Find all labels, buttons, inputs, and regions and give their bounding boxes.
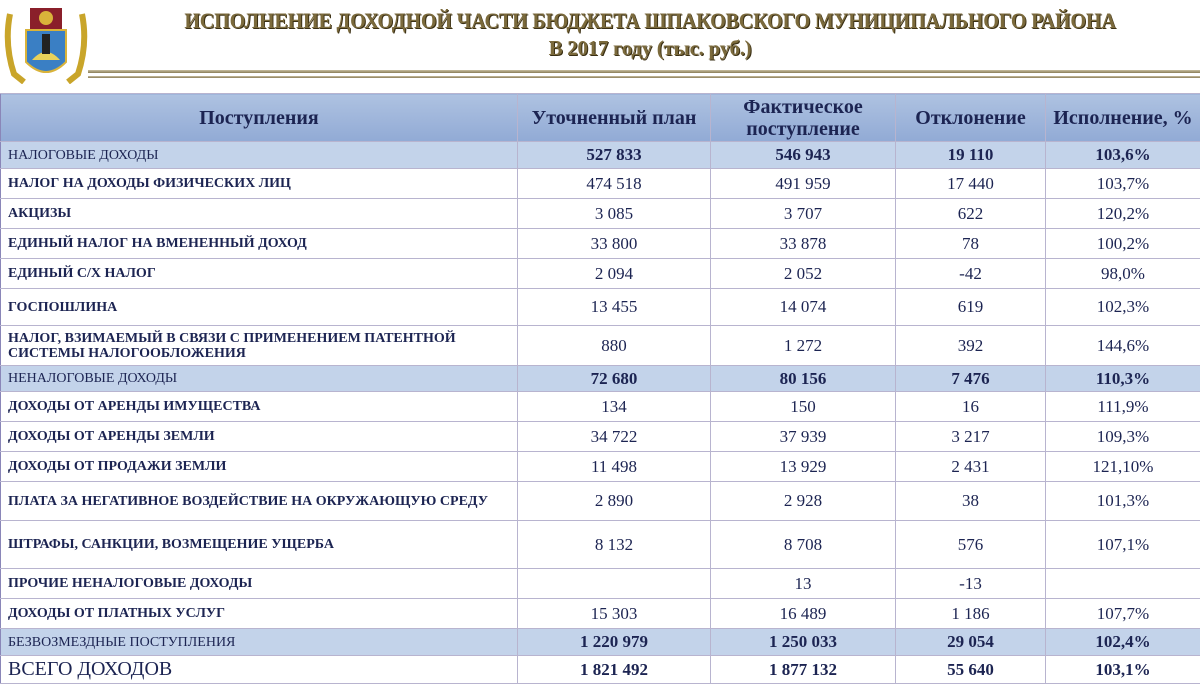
row-label: ДОХОДЫ ОТ АРЕНДЫ ЗЕМЛИ <box>1 422 518 452</box>
fact-cell: 13 <box>711 569 896 599</box>
deviation-cell: 2 431 <box>896 452 1046 482</box>
plan-cell: 72 680 <box>518 366 711 392</box>
deviation-cell: 1 186 <box>896 599 1046 629</box>
table-row <box>1 326 1200 366</box>
deviation-cell: 17 440 <box>896 169 1046 199</box>
row-label: ГОСПОШЛИНА <box>1 289 518 326</box>
deviation-cell: 55 640 <box>896 656 1046 684</box>
fact-cell: 8 708 <box>711 521 896 569</box>
deviation-cell: 576 <box>896 521 1046 569</box>
execution-percent-cell: 121,10% <box>1046 452 1200 482</box>
execution-percent-cell <box>1046 569 1200 599</box>
deviation-cell: 78 <box>896 229 1046 259</box>
execution-percent-cell: 144,6% <box>1046 326 1200 366</box>
plan-cell: 1 821 492 <box>518 656 711 684</box>
deviation-cell: 3 217 <box>896 422 1046 452</box>
plan-cell: 1 220 979 <box>518 629 711 656</box>
row-label: БЕЗВОЗМЕЗДНЫЕ ПОСТУПЛЕНИЯ <box>1 629 518 656</box>
execution-percent-cell: 109,3% <box>1046 422 1200 452</box>
column-header: Поступления <box>1 94 518 142</box>
execution-percent-cell: 110,3% <box>1046 366 1200 392</box>
plan-cell: 527 833 <box>518 142 711 169</box>
divider <box>88 76 1200 78</box>
fact-cell: 80 156 <box>711 366 896 392</box>
execution-percent-cell: 107,7% <box>1046 599 1200 629</box>
fact-cell: 1 272 <box>711 326 896 366</box>
execution-percent-cell: 102,4% <box>1046 629 1200 656</box>
execution-percent-cell: 103,6% <box>1046 142 1200 169</box>
row-label: ВСЕГО ДОХОДОВ <box>1 656 518 684</box>
plan-cell: 134 <box>518 392 711 422</box>
plan-cell <box>518 569 711 599</box>
table-row <box>1 229 1200 259</box>
table-row <box>1 289 1200 326</box>
column-header: Отклонение <box>896 94 1046 142</box>
column-header: Фактическое поступление <box>711 94 896 142</box>
table-row <box>1 259 1200 289</box>
execution-percent-cell: 107,1% <box>1046 521 1200 569</box>
row-label: НЕНАЛОГОВЫЕ ДОХОДЫ <box>1 366 518 392</box>
table-row <box>1 169 1200 199</box>
page-title: ИСПОЛНЕНИЕ ДОХОДНОЙ ЧАСТИ БЮДЖЕТА ШПАКОВСКОГО МУНИЦИПАЛЬНОГО РАЙОНА <box>144 8 1156 34</box>
fact-cell: 33 878 <box>711 229 896 259</box>
plan-cell: 13 455 <box>518 289 711 326</box>
table-row <box>1 482 1200 521</box>
page-subtitle: В 2017 году (тыс. руб.) <box>100 36 1200 61</box>
plan-cell: 34 722 <box>518 422 711 452</box>
deviation-cell: 29 054 <box>896 629 1046 656</box>
row-label: НАЛОГ НА ДОХОДЫ ФИЗИЧЕСКИХ ЛИЦ <box>1 169 518 199</box>
revenue-table <box>0 93 1200 684</box>
table-row <box>1 599 1200 629</box>
row-label: ШТРАФЫ, САНКЦИИ, ВОЗМЕЩЕНИЕ УЩЕРБА <box>1 521 518 569</box>
execution-percent-cell: 111,9% <box>1046 392 1200 422</box>
row-label: НАЛОГОВЫЕ ДОХОДЫ <box>1 142 518 169</box>
table-row <box>1 452 1200 482</box>
fact-cell: 13 929 <box>711 452 896 482</box>
plan-cell: 8 132 <box>518 521 711 569</box>
deviation-cell: 38 <box>896 482 1046 521</box>
plan-cell: 11 498 <box>518 452 711 482</box>
fact-cell: 150 <box>711 392 896 422</box>
execution-percent-cell: 102,3% <box>1046 289 1200 326</box>
table-row <box>1 142 1200 169</box>
table-row <box>1 656 1200 684</box>
plan-cell: 3 085 <box>518 199 711 229</box>
execution-percent-cell: 98,0% <box>1046 259 1200 289</box>
table-header-row <box>1 94 1200 142</box>
fact-cell: 491 959 <box>711 169 896 199</box>
plan-cell: 880 <box>518 326 711 366</box>
plan-cell: 474 518 <box>518 169 711 199</box>
plan-cell: 33 800 <box>518 229 711 259</box>
execution-percent-cell: 103,7% <box>1046 169 1200 199</box>
row-label: ДОХОДЫ ОТ АРЕНДЫ ИМУЩЕСТВА <box>1 392 518 422</box>
deviation-cell: -42 <box>896 259 1046 289</box>
column-header: Уточненный план <box>518 94 711 142</box>
fact-cell: 37 939 <box>711 422 896 452</box>
table-row <box>1 569 1200 599</box>
table-row <box>1 422 1200 452</box>
fact-cell: 2 052 <box>711 259 896 289</box>
row-label: АКЦИЗЫ <box>1 199 518 229</box>
fact-cell: 546 943 <box>711 142 896 169</box>
fact-cell: 1 877 132 <box>711 656 896 684</box>
row-label: ЕДИНЫЙ НАЛОГ НА ВМЕНЕННЫЙ ДОХОД <box>1 229 518 259</box>
row-label: ПЛАТА ЗА НЕГАТИВНОЕ ВОЗДЕЙСТВИЕ НА ОКРУЖАЮЩУЮ СРЕДУ <box>1 482 518 521</box>
execution-percent-cell: 103,1% <box>1046 656 1200 684</box>
table-row <box>1 392 1200 422</box>
row-label: ДОХОДЫ ОТ ПРОДАЖИ ЗЕМЛИ <box>1 452 518 482</box>
fact-cell: 14 074 <box>711 289 896 326</box>
fact-cell: 2 928 <box>711 482 896 521</box>
execution-percent-cell: 100,2% <box>1046 229 1200 259</box>
execution-percent-cell: 101,3% <box>1046 482 1200 521</box>
deviation-cell: 619 <box>896 289 1046 326</box>
table-row <box>1 199 1200 229</box>
deviation-cell: 16 <box>896 392 1046 422</box>
fact-cell: 16 489 <box>711 599 896 629</box>
row-label: ПРОЧИЕ НЕНАЛОГОВЫЕ ДОХОДЫ <box>1 569 518 599</box>
execution-percent-cell: 120,2% <box>1046 199 1200 229</box>
row-label: НАЛОГ, ВЗИМАЕМЫЙ В СВЯЗИ С ПРИМЕНЕНИЕМ ПАТЕНТНОЙ СИСТЕМЫ НАЛОГООБЛОЖЕНИЯ <box>1 326 518 366</box>
row-label: ЕДИНЫЙ С/Х НАЛОГ <box>1 259 518 289</box>
plan-cell: 15 303 <box>518 599 711 629</box>
row-label: ДОХОДЫ ОТ ПЛАТНЫХ УСЛУГ <box>1 599 518 629</box>
column-header: Исполнение, % <box>1046 94 1200 142</box>
plan-cell: 2 890 <box>518 482 711 521</box>
table-row <box>1 366 1200 392</box>
coat-of-arms-logo <box>4 4 88 84</box>
table-row <box>1 629 1200 656</box>
plan-cell: 2 094 <box>518 259 711 289</box>
deviation-cell: 622 <box>896 199 1046 229</box>
deviation-cell: -13 <box>896 569 1046 599</box>
fact-cell: 1 250 033 <box>711 629 896 656</box>
deviation-cell: 19 110 <box>896 142 1046 169</box>
divider <box>88 70 1200 73</box>
deviation-cell: 392 <box>896 326 1046 366</box>
deviation-cell: 7 476 <box>896 366 1046 392</box>
fact-cell: 3 707 <box>711 199 896 229</box>
table-row <box>1 521 1200 569</box>
